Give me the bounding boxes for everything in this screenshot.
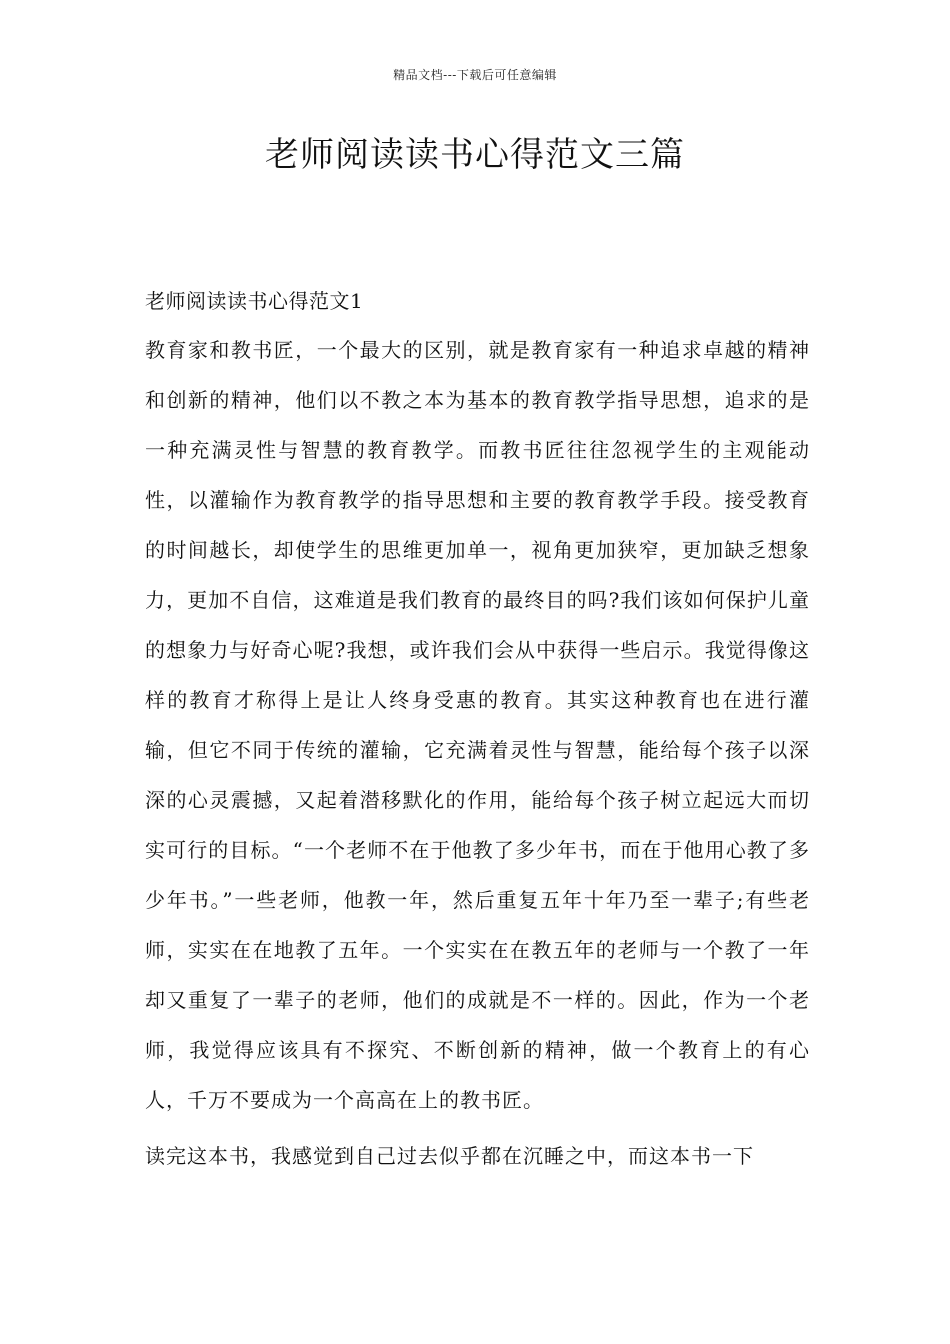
paragraph-2: 读完这本书，我感觉到自己过去似乎都在沉睡之中，而这本书一下 bbox=[145, 1144, 754, 1168]
header-note: 精品文档---下载后可任意编辑 bbox=[393, 68, 557, 82]
paragraph-1: 教育家和教书匠，一个最大的区别，就是教育家有一种追求卓越的精神和创新的精神，他们以不教之本为基本的教育教学指导思想，追求的是一种充满灵性与智慧的教育教学。而教书匠往往忽视学生的主观能动性，以灌输作为教育教学的指导思想和主要的教育教学手段。接受教育的时间越长，却使学生的思维更加单一，视角更加狭窄，更加缺乏想象力，更加不自信，这难道是我们教育的最终目的吗?我们该如何保护儿童的想象力与好奇心呢?我想，或许我们会从中获得一些启示。我觉得像这样的教育才称得上是让人终身受惠的教育。其实这种教育也在进行灌输，但它不同于传统的灌输，它充满着灵性与智慧，能给每个孩子以深深的心灵震撼，又起着潜移默化的作用，能给每个孩子树立起远大而切实可行的目标。“一个老师不在于他教了多少年书，而在于他用心教了多少年书。”一些老师，他教一年，然后重复五年十年乃至一辈子;有些老师，实实在在地教了五年。一个实实在在教五年的老师与一个教了一年却又重复了一辈子的老师，他们的成就是不一样的。因此，作为一个老师，我觉得应该具有不探究、不断创新的精神，做一个教育上的有心人，千万不要成为一个高高在上的教书匠。 bbox=[145, 338, 810, 1112]
section-heading: 老师阅读读书心得范文1 bbox=[145, 289, 364, 313]
document-body bbox=[145, 281, 810, 1187]
document-title: 老师阅读读书心得范文三篇 bbox=[265, 135, 685, 175]
